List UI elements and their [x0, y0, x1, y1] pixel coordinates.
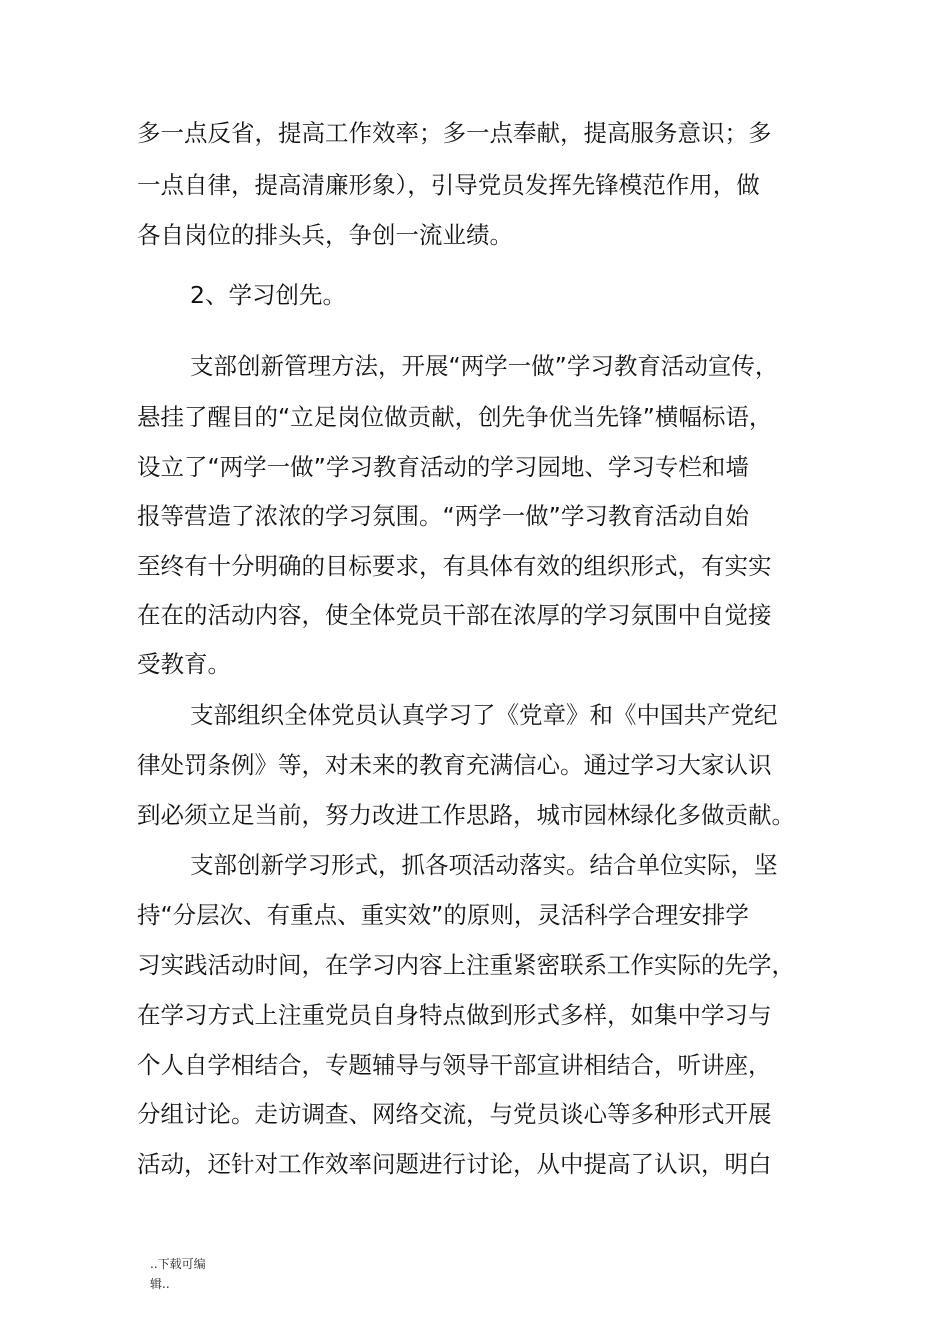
text-line: 律处罚条例》等，对未来的教育充满信心。通过学习大家认识 [137, 751, 772, 779]
text-line: 设立了“两学一做”学习教育活动的学习园地、学习专栏和墙 [137, 453, 749, 481]
text-line: 至终有十分明确的目标要求，有具体有效的组织形式，有实实 [137, 552, 772, 580]
text-line: 个人自学相结合，专题辅导与领导干部宣讲相结合，听讲座， [137, 1051, 772, 1079]
footer-line: 辑.. [150, 1277, 170, 1291]
text-line: 支部组织全体党员认真学习了《党章》和《中国共产党纪 [190, 701, 778, 729]
footer-line: ..下载可编 [150, 1257, 206, 1271]
text-line: 支部创新管理方法，开展“两学一做”学习教育活动宣传， [190, 352, 779, 380]
text-line: 报等营造了浓浓的学习氛围。“两学一做”学习教育活动自始 [137, 502, 749, 530]
text-line: 在在的活动内容，使全体党员干部在浓厚的学习氛围中自觉接 [137, 601, 772, 629]
footer-note [150, 1254, 206, 1294]
text-line: 持“分层次、有重点、重实效”的原则，灵活科学合理安排学 [137, 901, 749, 929]
text-line: 悬挂了醒目的“立足岗位做贡献，创先争优当先锋”横幅标语， [137, 403, 773, 431]
section-heading: 2、学习创先。 [190, 281, 346, 309]
text-line: 受教育。 [137, 650, 231, 678]
text-line: 分组讨论。走访调查、网络交流，与党员谈心等多种形式开展 [137, 1100, 772, 1128]
text-line: 支部创新学习形式，抓各项活动落实。结合单位实际，坚 [190, 851, 778, 879]
text-line: 一点自律，提高清廉形象），引导党员发挥先锋模范作用，做 [137, 171, 760, 199]
text-line: 活动，还针对工作效率问题进行讨论，从中提高了认识，明白 [137, 1150, 772, 1178]
text-line: 各自岗位的排头兵，争创一流业绩。 [137, 221, 513, 249]
text-line: 在学习方式上注重党员自身特点做到形式多样，如集中学习与 [137, 1001, 772, 1029]
text-line: 习实践活动时间，在学习内容上注重紧密联系工作实际的先学， [137, 951, 795, 979]
text-line: 多一点反省，提高工作效率；多一点奉献，提高服务意识；多 [137, 119, 772, 147]
text-line: 到必须立足当前，努力改进工作思路，城市园林绿化多做贡献。 [137, 801, 795, 829]
